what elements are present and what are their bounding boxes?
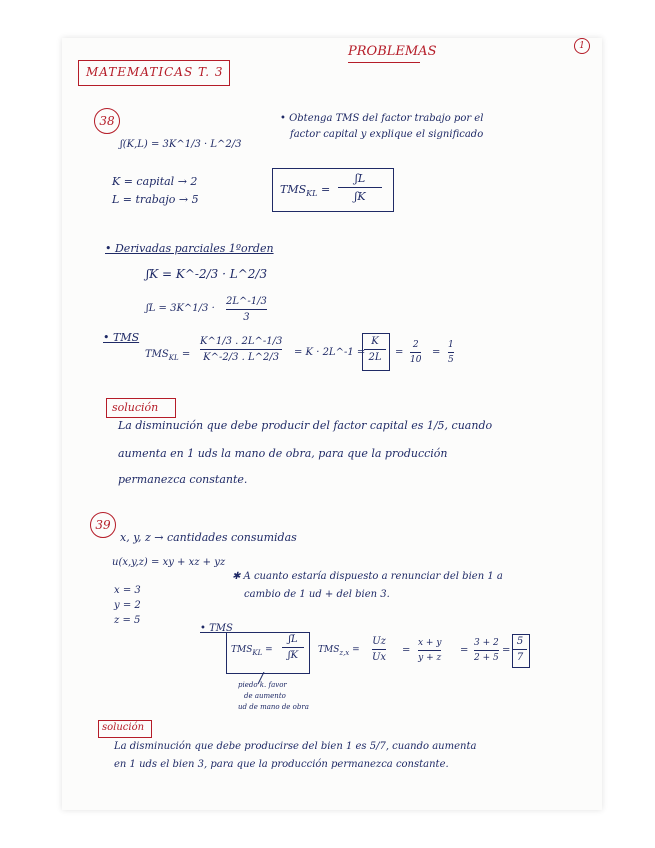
solution-label-39: solución bbox=[102, 722, 145, 733]
capital-value: K = capital → 2 bbox=[112, 175, 198, 188]
tms-zx-label: $TMS_{z,x}$ = bbox=[318, 645, 360, 657]
tms-label: $TMS_{KL}$ = bbox=[280, 183, 331, 199]
solution-38-line-3: permanezca constante. bbox=[118, 473, 248, 486]
question-line-1: • Obtenga TMS del factor trabajo por el bbox=[280, 113, 484, 124]
page-heading: PROBLEMAS bbox=[348, 44, 437, 59]
equals-2: = bbox=[432, 347, 441, 358]
labor-value: L = trabajo → 5 bbox=[112, 193, 199, 206]
z-value: z = 5 bbox=[114, 615, 141, 626]
note-line-2: de aumento bbox=[244, 692, 286, 700]
tms-calc-lhs: $TMS_{KL}$ = bbox=[145, 349, 191, 362]
solution-39-line-2: en 1 uds el bien 3, para que la producción permanezca constante. bbox=[114, 759, 449, 770]
note-line-3: ud de mano de obra bbox=[238, 703, 309, 711]
utility-ratio: Uz Ux bbox=[372, 636, 387, 663]
derivative-l-prefix: ʃL = 3K^1/3 · bbox=[146, 303, 215, 314]
derivatives-title: • Derivadas parciales 1ºorden bbox=[105, 242, 274, 255]
equals-3: = bbox=[402, 645, 411, 656]
question-39-line-2: cambio de 1 ud + del bien 3. bbox=[244, 589, 390, 600]
step-fraction: 2 10 bbox=[410, 340, 422, 365]
question-39-line-1: ✱ A cuanto estaría dispuesto a renunciar del bien 1 a bbox=[232, 571, 503, 582]
problem-number-39: 39 bbox=[90, 512, 116, 538]
goods-description: x, y, z → cantidades consumidas bbox=[120, 531, 297, 544]
equals-4: = bbox=[460, 645, 469, 656]
value-ratio: 3 + 2 2 + 5 bbox=[474, 638, 499, 663]
xy-ratio: x + y y + z bbox=[418, 638, 442, 663]
tms-fraction-39: ʃL ʃK bbox=[282, 634, 304, 661]
derivative-k: ʃK = K^-2/3 · L^2/3 bbox=[146, 267, 268, 281]
solution-38-line-2: aumenta en 1 uds la mano de obra, para que la producción bbox=[118, 447, 448, 460]
tms-calc-fraction: K^1/3 . 2L^-1/3 K^-2/3 . L^2/3 bbox=[200, 336, 283, 363]
equals-5: = bbox=[502, 645, 511, 656]
tms-heading: • TMS bbox=[103, 331, 140, 344]
tms-heading-39: • TMS bbox=[200, 623, 233, 634]
solution-38-line-1: La disminución que debe producir del factor capital es 1/5, cuando bbox=[118, 419, 493, 432]
solution-label-38: solución bbox=[112, 401, 159, 414]
y-value: y = 2 bbox=[114, 600, 141, 611]
x-value: x = 3 bbox=[114, 585, 141, 596]
note-line-1: piedo k. favor bbox=[238, 681, 287, 689]
result-fraction: 1 5 bbox=[448, 340, 454, 365]
boxed-fraction: K 2L bbox=[364, 336, 386, 363]
result-fraction-39: 5 7 bbox=[513, 636, 527, 663]
heading-underline bbox=[348, 62, 420, 63]
utility-function: u(x,y,z) = xy + xz + yz bbox=[112, 557, 226, 568]
tms-calc-middle: = K · 2L^-1 = bbox=[294, 347, 366, 358]
equals-1: = bbox=[395, 347, 404, 358]
production-function: ʃ(K,L) = 3K^1/3 · L^2/3 bbox=[120, 139, 242, 150]
solution-39-line-1: La disminución que debe producirse del bien 1 es 5/7, cuando aumenta bbox=[114, 741, 477, 752]
tms-label-39: $TMS_{KL}$ = bbox=[231, 645, 273, 657]
subject-title: MATEMATICAS T. 3 bbox=[86, 65, 224, 79]
derivative-l-fraction: 2L^-1/3 3 bbox=[226, 296, 267, 323]
tms-definition-fraction: ʃL ʃK bbox=[338, 172, 382, 203]
page-number: 1 bbox=[574, 38, 590, 54]
question-line-2: factor capital y explique el significado bbox=[290, 129, 484, 140]
problem-number-38: 38 bbox=[94, 108, 120, 134]
